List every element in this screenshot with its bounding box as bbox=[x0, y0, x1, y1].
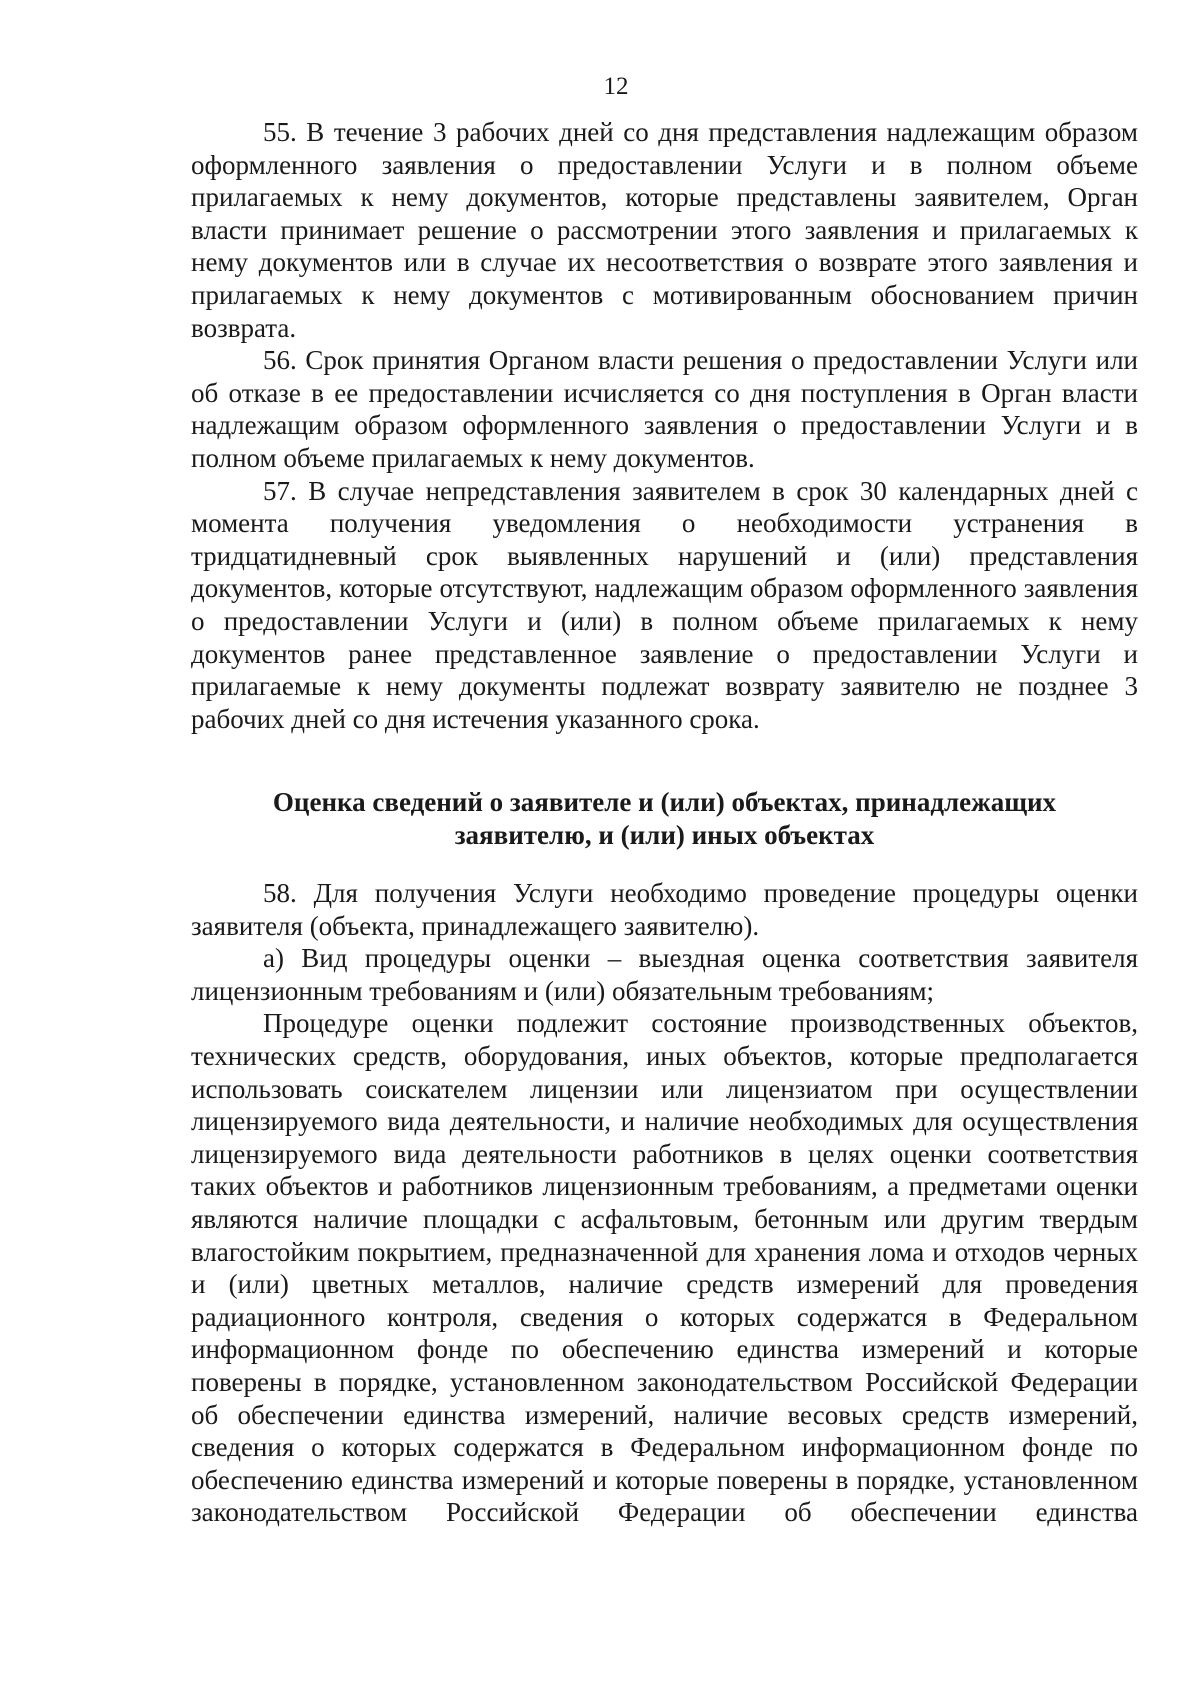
paragraph-58: 58. Для получения Услуги необходимо проведение процедуры оценки заявителя (объекта, принадлежащего заявителю). bbox=[191, 878, 1138, 941]
body-section-bottom bbox=[191, 877, 1138, 1529]
section-heading-line-2: заявителю, и (или) иных объектах bbox=[454, 820, 875, 850]
paragraph-assessment-procedure: Процедуре оценки подлежит состояние производственных объектов, технических средств, оборудования, иных объектов, которые предполагается использовать соискателем лицензии или лицензиатом при осуществлении лицензируемого вида деятельности, и наличие необходимых для осуществления лицензируемого вида деятельности работников в целях оценки соответствия таких объектов и работников лицензионным требованиям, а предметами оценки являются наличие площадки с асфальтовым, бетонным или другим твердым влагостойким покрытием, предназначенной для хранения лома и отходов черных и (или) цветных металлов, наличие средств измерений для проведения радиационного контроля, сведения о которых содержатся в Федеральном информационном фонде по обеспечению единства измерений и которые поверены в порядке, установленном законодательством Российской Федерации об обеспечении единства измерений, наличие весовых средств измерений, сведения о которых содержатся в Федеральном информационном фонде по обеспечению единства измерений и которые поверены в порядке, установленном законодательством Российской Федерации об обеспечении единства bbox=[191, 1008, 1138, 1528]
section-heading bbox=[191, 786, 1138, 852]
paragraph-57: 57. В случае непредставления заявителем в срок 30 календарных дней с момента получения уведомления о необходимости устранения в тридцатидневный срок выявленных нарушений и (или) представления документов, которые отсутствуют, надлежащим образом оформленного заявления о предоставлении Услуги и (или) в полном объеме прилагаемых к нему документов ранее представленное заявление о предоставлении Услуги и прилагаемые к нему документы подлежат возврату заявителю не позднее 3 рабочих дней со дня истечения указанного срока. bbox=[191, 475, 1138, 734]
page-number: 12 bbox=[603, 73, 629, 100]
section-heading-line-1: Оценка сведений о заявителе и (или) объектах, принадлежащих bbox=[272, 787, 1057, 817]
paragraph-56: 56. Срок принятия Органом власти решения о предоставлении Услуги или об отказе в ее предоставлении исчисляется со дня поступления в Орган власти надлежащим образом оформленного заявления о предоставлении Услуги и в полном объеме прилагаемых к нему документов. bbox=[191, 345, 1138, 473]
paragraph-55: 55. В течение 3 рабочих дней со дня представления надлежащим образом оформленного заявления о предоставлении Услуги и в полном объеме прилагаемых к нему документов, которые представлены заявителем, Орган власти принимает решение о рассмотрении этого заявления и прилагаемых к нему документов или в случае их несоответствия о возврате этого заявления и прилагаемых к нему документов с мотивированным обоснованием причин возврата. bbox=[191, 117, 1138, 343]
body-section-top bbox=[191, 116, 1138, 735]
paragraph-58-a: а) Вид процедуры оценки – выездная оценка соответствия заявителя лицензионным требованиям и (или) обязательным требованиям; bbox=[191, 943, 1138, 1006]
